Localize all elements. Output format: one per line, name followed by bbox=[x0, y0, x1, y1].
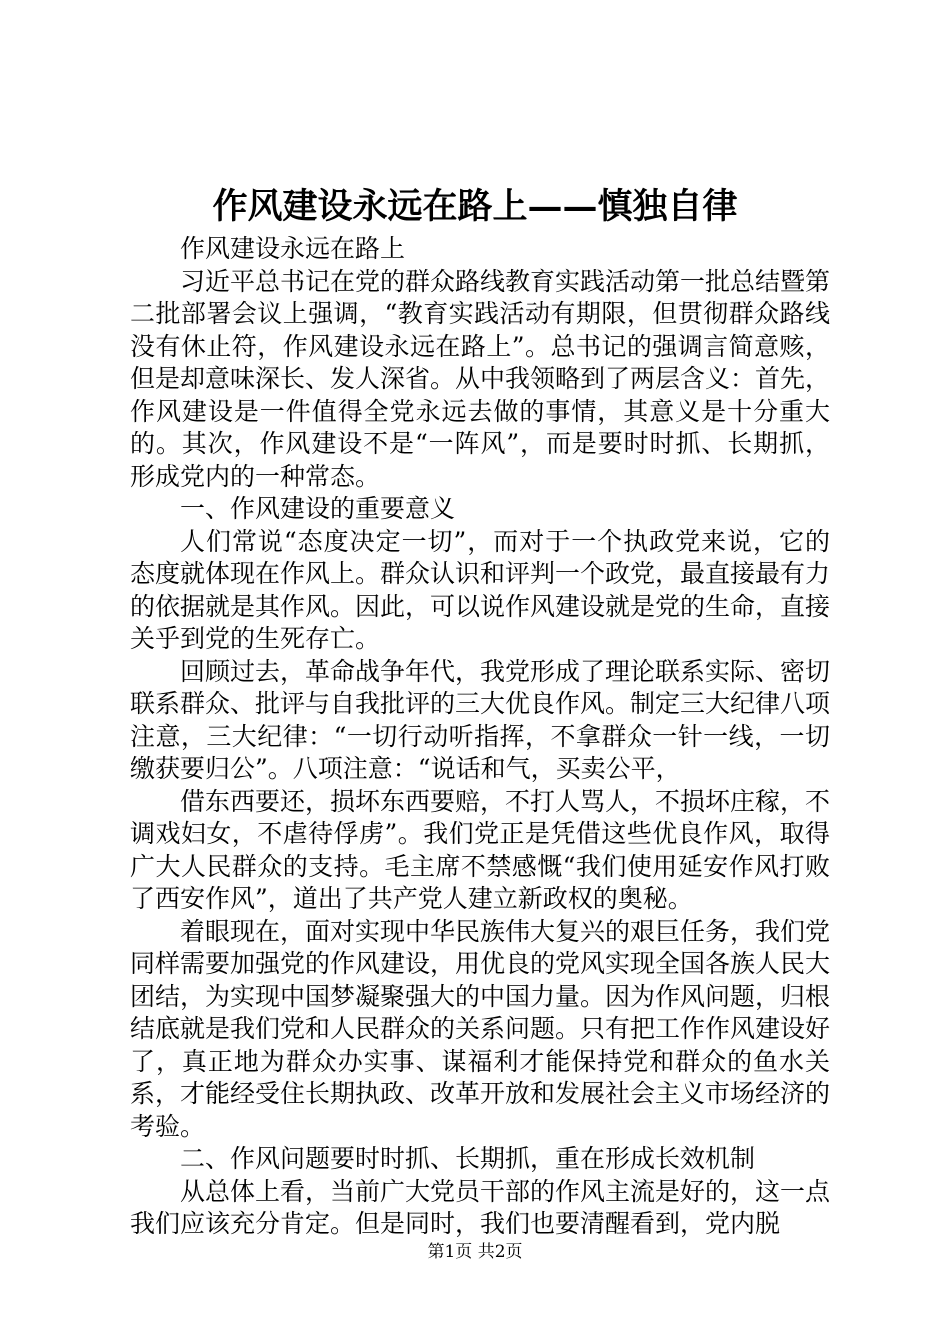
paragraph: 从总体上看，当前广大党员干部的作风主流是好的，这一点我们应该充分肯定。但是同时，我们也要清醒看到，党内脱 bbox=[130, 1176, 831, 1238]
paragraph: 着眼现在，面对实现中华民族伟大复兴的艰巨任务，我们党同样需要加强党的作风建设，用优良的党风实现全国各族人民大团结，为实现中国梦凝聚强大的中国力量。因为作风问题，归根结底就是我们党和人民群众的关系问题。只有把工作作风建设好了，真正地为群众办实事、谋福利才能保持党和群众的鱼水关系，才能经受住长期执政、改革开放和发展社会主义市场经济的考验。 bbox=[130, 916, 831, 1141]
document-body bbox=[130, 233, 830, 1241]
paragraph: 人们常说“态度决定一切”，而对于一个执政党来说，它的态度就体现在作风上。群众认识和评判一个政党，最直接最有力的依据就是其作风。因此，可以说作风建设就是党的生命，直接关乎到党的生死存亡。 bbox=[130, 526, 831, 653]
paragraph-subtitle: 作风建设永远在路上 bbox=[180, 234, 406, 263]
section-heading: 一、作风建设的重要意义 bbox=[180, 494, 456, 523]
page-footer: 第1页 共2页 bbox=[427, 1242, 523, 1262]
paragraph: 回顾过去，革命战争年代，我党形成了理论联系实际、密切联系群众、批评与自我批评的三大优良作风。制定三大纪律八项注意，三大纪律：“一切行动听指挥，不拿群众一针一线，一切缴获要归公”。八项注意：“说话和气，买卖公平， bbox=[130, 656, 831, 783]
section-heading: 二、作风问题要时时抓、长期抓，重在形成长效机制 bbox=[180, 1144, 756, 1173]
document-title: 作风建设永远在路上——慎独自律 bbox=[212, 186, 738, 227]
paragraph: 借东西要还，损坏东西要赔，不打人骂人，不损坏庄稼，不调戏妇女，不虐待俘虏”。我们党正是凭借这些优良作风，取得广大人民群众的支持。毛主席不禁感慨“我们使用延安作风打败了西安作风”，道出了共产党人建立新政权的奥秘。 bbox=[130, 786, 831, 913]
paragraph: 习近平总书记在党的群众路线教育实践活动第一批总结暨第二批部署会议上强调，“教育实践活动有期限，但贯彻群众路线没有休止符，作风建设永远在路上”。总书记的强调言简意赅，但是却意味深长、发人深省。从中我领略到了两层含义：首先，作风建设是一件值得全党永远去做的事情，其意义是十分重大的。其次，作风建设不是“一阵风”，而是要时时抓、长期抓，形成党内的一种常态。 bbox=[130, 266, 831, 491]
